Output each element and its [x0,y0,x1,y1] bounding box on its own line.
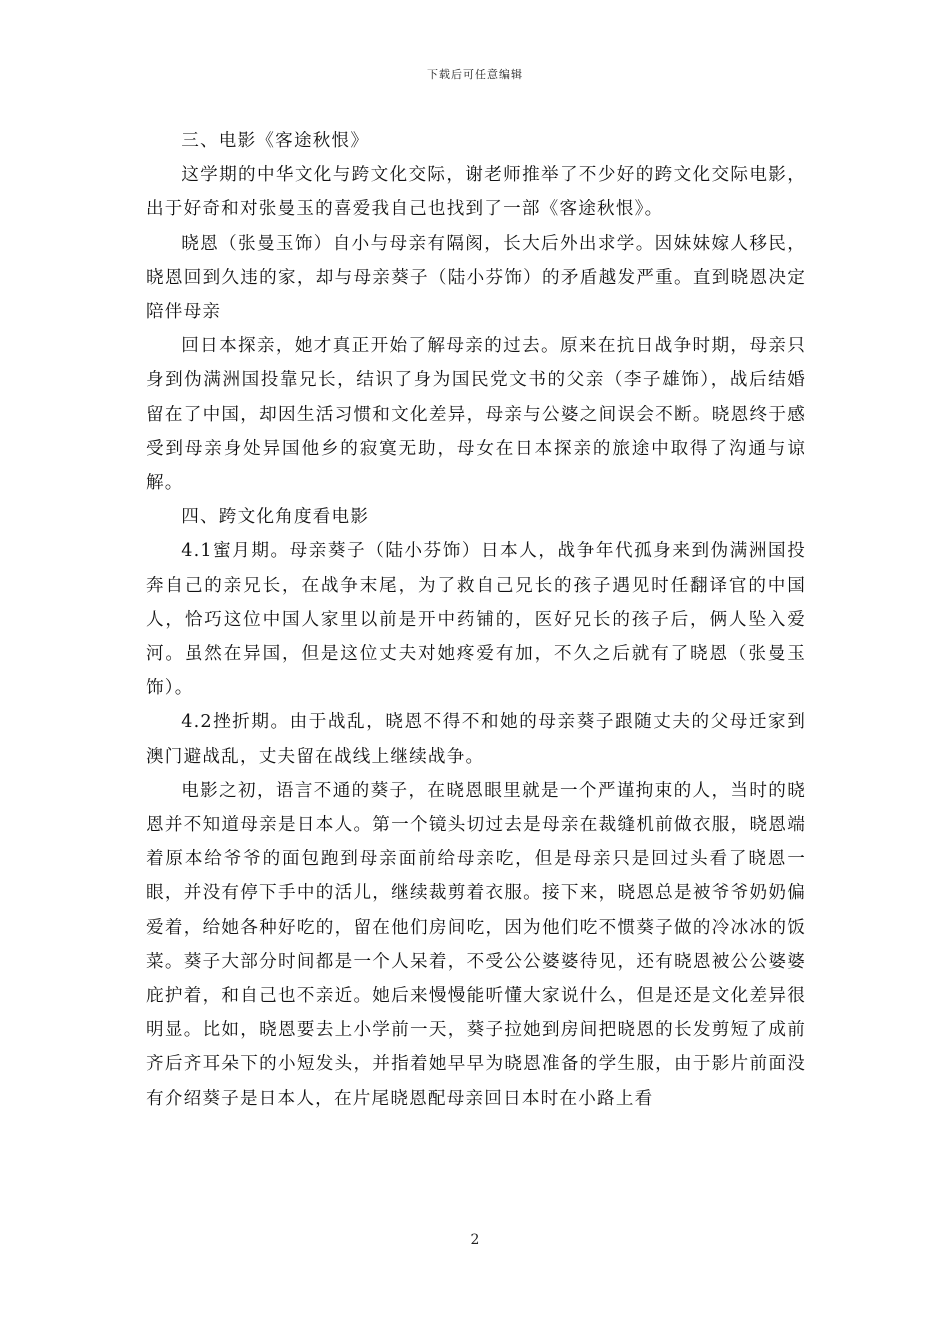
paragraph: 晓恩（张曼玉饰）自小与母亲有隔阂，长大后外出求学。因妹妹嫁人移民，晓恩回到久违的家，却与母亲葵子（陆小芬饰）的矛盾越发严重。直到晓恩决定陪伴母亲 [146,233,806,323]
page-number: 2 [470,1232,480,1248]
document-body [146,124,806,1116]
section-heading-4: 四、跨文化角度看电影 [181,507,370,528]
paragraph: 电影之初，语言不通的葵子，在晓恩眼里就是一个严谨拘束的人，当时的晓恩并不知道母亲是日本人。第一个镜头切过去是母亲在裁缝机前做衣服，晓恩端着原本给爷爷的面包跑到母亲面前给母亲吃，但是母亲只是回过头看了晓恩一眼，并没有停下手中的活儿，继续裁剪着衣服。接下来，晓恩总是被爷爷奶奶偏爱着，给她各种好吃的，留在他们房间吃，因为他们吃不惯葵子做的冷冰冰的饭菜。葵子大部分时间都是一个人呆着，不受公公婆婆待见，还有晓恩被公公婆婆庇护着，和自己也不亲近。她后来慢慢能听懂大家说什么，但是还是文化差异很明显。比如，晓恩要去上小学前一天，葵子拉她到房间把晓恩的长发剪短了成前齐后齐耳朵下的小短发头，并指着她早早为晓恩准备的学生服，由于影片前面没有介绍葵子是日本人，在片尾晓恩配母亲回日本时在小路上看 [146,780,806,1109]
paragraph: 4.2挫折期。由于战乱，晓恩不得不和她的母亲葵子跟随丈夫的父母迁家到澳门避战乱，丈夫留在战线上继续战争。 [146,712,806,767]
section-heading-3: 三、电影《客途秋恨》 [181,131,370,151]
page-header: 下载后可任意编辑 [427,68,523,81]
paragraph: 4.1蜜月期。母亲葵子（陆小芬饰）日本人，战争年代孤身来到伪满洲国投奔自己的亲兄长，在战争末尾，为了救自己兄长的孩子遇见时任翻译官的中国人，恰巧这位中国人家里以前是开中药铺的，医好兄长的孩子后，俩人坠入爱河。虽然在异国，但是这位丈夫对她疼爱有加，不久之后就有了晓恩（张曼玉饰）。 [146,541,806,699]
paragraph: 回日本探亲，她才真正开始了解母亲的过去。原来在抗日战争时期，母亲只身到伪满洲国投靠兄长，结识了身为国民党文书的父亲（李子雄饰），战后结婚留在了中国，却因生活习惯和文化差异，母亲与公婆之间误会不断。晓恩终于感受到母亲身处异国他乡的寂寞无助，母女在日本探亲的旅途中取得了沟通与谅解。 [146,336,806,494]
paragraph: 这学期的中华文化与跨文化交际，谢老师推举了不少好的跨文化交际电影，出于好奇和对张曼玉的喜爱我自己也找到了一部《客途秋恨》。 [146,165,806,220]
